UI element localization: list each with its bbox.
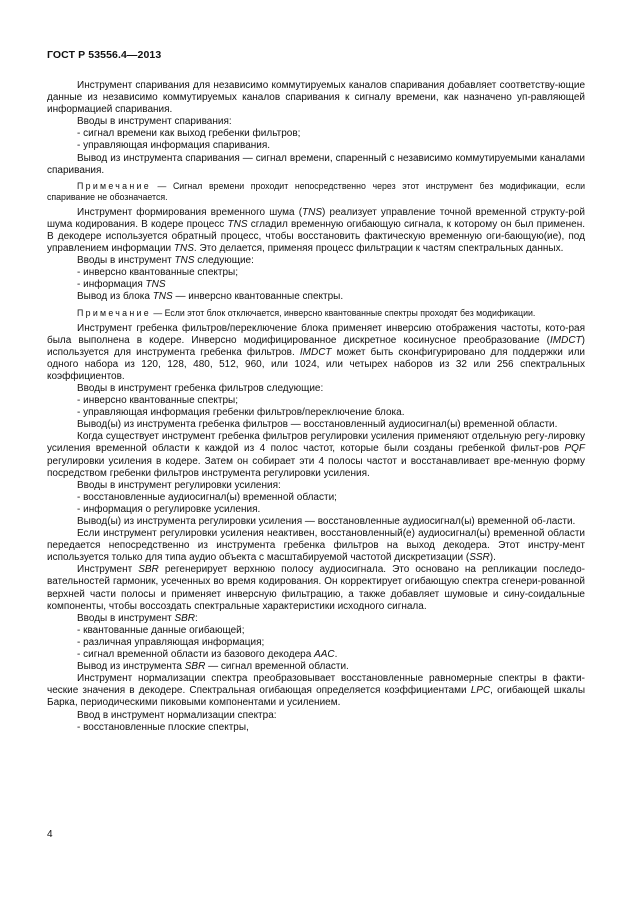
paragraph xyxy=(47,116,585,128)
italic-term: SBR xyxy=(138,564,159,576)
text-run: следующие: xyxy=(194,255,254,267)
paragraph xyxy=(47,492,585,504)
paragraph xyxy=(47,128,585,140)
text-run: Вывод из инструмента спаривания — сигнал времени, спаренный с независимо коммутируемыми каналами спаривания. xyxy=(47,152,585,176)
paragraph xyxy=(47,528,585,564)
paragraph xyxy=(47,419,585,431)
text-run: - инверсно квантованные спектры; xyxy=(77,267,238,279)
text-run: , огибающей шкалы Барка, периодическими пиковыми компонентами и усилением. xyxy=(47,685,586,709)
paragraph xyxy=(47,722,585,734)
note-label: Примечание xyxy=(77,180,151,191)
text-run: Когда существует инструмент гребенка фильтров регулировки усиления применяют отдельную регу-лировку усиления временной области к каждой из 4 полос частот, которые были созданы гребенкой фильт-ров xyxy=(47,431,585,455)
text-run: Вводы в инструмент xyxy=(77,612,175,624)
paragraph xyxy=(47,516,585,528)
page-number: 4 xyxy=(47,829,53,840)
note-label: Примечание xyxy=(77,307,151,318)
paragraph xyxy=(47,153,585,177)
paragraph xyxy=(47,291,585,303)
text-run: регенерирует верхнюю полосу аудиосигнала. Это основано на репликации последо-вательностей гармоник, усеченных во время кодирования. Он корректирует огибающую спектра сгенери-рованной верхней части полосы и применяет инверсную фильтрацию, а также добавляет шумовые и сину-соидальные компоненты, чтобы воссоздать спектральные характеристики исходного сигнала. xyxy=(47,564,585,612)
text-run: ) используется для инструмента гребенка фильтров. xyxy=(47,334,585,358)
text-run: — сигнал временной области. xyxy=(205,661,349,673)
paragraph xyxy=(47,564,585,612)
text-run: - квантованные данные огибающей; xyxy=(77,624,245,636)
text-run: может быть сконфигурировано для поддержки или одного набора из 120, 128, 480, 512, 960, или 1024, или четырех наборов из 32 или 256 спектральных коэффициентов. xyxy=(47,346,585,382)
italic-term: PQF xyxy=(564,443,585,455)
paragraph xyxy=(47,255,585,267)
note-paragraph xyxy=(47,308,585,319)
paragraph xyxy=(47,613,585,625)
italic-term: TNS xyxy=(302,206,323,218)
text-run: — Сигнал времени проходит непосредственно через этот инструмент без модификации, если спаривание не обозначается. xyxy=(47,180,585,202)
note-paragraph xyxy=(47,181,585,203)
paragraph xyxy=(47,504,585,516)
text-run: Инструмент xyxy=(77,564,139,576)
text-run: Вывод(ы) из инструмента регулировки усиления — восстановленные аудиосигнал(ы) временной об-ласти. xyxy=(77,516,576,527)
italic-term: TNS xyxy=(173,243,194,255)
text-run: : xyxy=(195,612,198,624)
text-run: ) реализует управление точной временной структу-рой шума кодирования. В кодере процесс xyxy=(47,206,585,230)
paragraph xyxy=(47,480,585,492)
text-run: Вводы в инструмент спаривания: xyxy=(77,116,232,128)
text-run: . Это делается, применяя процесс фильтрации к частям спектральных данных. xyxy=(193,243,564,255)
paragraph xyxy=(47,140,585,152)
paragraph xyxy=(47,395,585,407)
text-run: Вводы в инструмент гребенка фильтров следующие: xyxy=(77,382,324,394)
text-run: Инструмент гребенка фильтров/переключение блока применяет инверсию отображения частоты, кото-рая была выполнена в кодере. Инверсно модифицированное дискретное косинусное преобразование ( xyxy=(47,322,585,346)
paragraph xyxy=(47,710,585,722)
paragraph xyxy=(47,207,585,255)
italic-term: SSR xyxy=(469,552,490,564)
text-run: - восстановленные плоские спектры, xyxy=(77,721,249,733)
text-run: Вводы в инструмент xyxy=(77,255,175,267)
document-header: ГОСТ Р 53556.4—2013 xyxy=(47,49,162,61)
text-run: - сигнал временной области из базового декодера xyxy=(77,649,315,661)
text-run: - управляющая информация спаривания. xyxy=(77,140,271,152)
italic-term: TNS xyxy=(145,279,166,291)
paragraph xyxy=(47,661,585,673)
text-run: Инструмент нормализации спектра преобразовывает восстановленные равномерные спектры в факти-ческие значения в декодере. Спектральная огибающая определяется коэффициентами xyxy=(47,673,585,697)
paragraph xyxy=(47,625,585,637)
text-run: Инструмент спаривания для независимо коммутируемых каналов спаривания добавляет соответству-ющие данные из независимо коммутируемых каналов спаривания к сигналу времени, как назначено уп-равляющей информацией спаривания. xyxy=(47,80,585,116)
text-run: Инструмент формирования временного шума ( xyxy=(77,206,303,218)
text-run: - восстановленные аудиосигнал(ы) временной области; xyxy=(77,491,337,503)
text-run: - информация о регулировке усиления. xyxy=(77,503,261,515)
paragraph xyxy=(47,323,585,383)
italic-term: AAC xyxy=(314,649,335,661)
text-run: Если инструмент регулировки усиления неактивен, восстановленный(е) аудиосигнал(ы) временной области передается непосредственно из инструмента гребенка фильтров на выход декодера. Этот инстру-мент используется только для типа аудио объекта с масштабируемой частотой дискретизации ( xyxy=(47,528,585,564)
italic-term: SBR xyxy=(174,612,196,624)
paragraph xyxy=(47,637,585,649)
text-run: Вводы в инструмент регулировки усиления: xyxy=(77,479,281,491)
paragraph xyxy=(47,649,585,661)
text-run: Ввод в инструмент нормализации спектра: xyxy=(77,709,277,721)
italic-term: TNS xyxy=(174,255,195,267)
italic-term: IMDCT xyxy=(549,334,582,346)
italic-term: LPC xyxy=(470,685,491,697)
text-run: - информация xyxy=(77,279,146,291)
paragraph xyxy=(47,431,585,479)
paragraph xyxy=(47,383,585,395)
text-run: регулировки усиления в кодере. Затем он собирает эти 4 полосы частот и восстанавливает вре-менную форму посредством гребенки фильтров инструмента регулировки усиления. xyxy=(47,455,585,479)
document-body xyxy=(47,80,585,734)
text-run: - сигнал времени как выход гребенки фильтров; xyxy=(77,128,301,140)
paragraph xyxy=(47,407,585,419)
text-run: Вывод из блока xyxy=(77,291,153,303)
text-run: сгладил временную огибающую сигнала, к которому он был применен. В декодере используется обратный процесс, чтобы восстановить фактическую временную оги-бающую(ие), под управлением информации xyxy=(47,218,585,255)
italic-term: TNS xyxy=(152,291,173,303)
italic-term: SBR xyxy=(184,661,206,673)
text-run: - различная управляющая информация; xyxy=(77,636,265,648)
text-run: - управляющая информация гребенки фильтров/переключение блока. xyxy=(77,407,405,419)
text-run: — инверсно квантованные спектры. xyxy=(172,291,344,303)
paragraph xyxy=(47,80,585,116)
paragraph xyxy=(47,279,585,291)
text-run: Вывод из инструмента xyxy=(77,661,185,673)
paragraph xyxy=(47,267,585,279)
text-run: - инверсно квантованные спектры; xyxy=(77,395,238,407)
text-run: ). xyxy=(489,552,496,564)
italic-term: IMDCT xyxy=(299,346,332,358)
text-run: — Если этот блок отключается, инверсно квантованные спектры проходят без модификации. xyxy=(150,307,536,318)
paragraph xyxy=(47,673,585,709)
text-run: . xyxy=(334,649,338,661)
text-run: Вывод(ы) из инструмента гребенка фильтров — восстановленный аудиосигнал(ы) временной области. xyxy=(77,419,558,431)
italic-term: TNS xyxy=(227,218,248,230)
